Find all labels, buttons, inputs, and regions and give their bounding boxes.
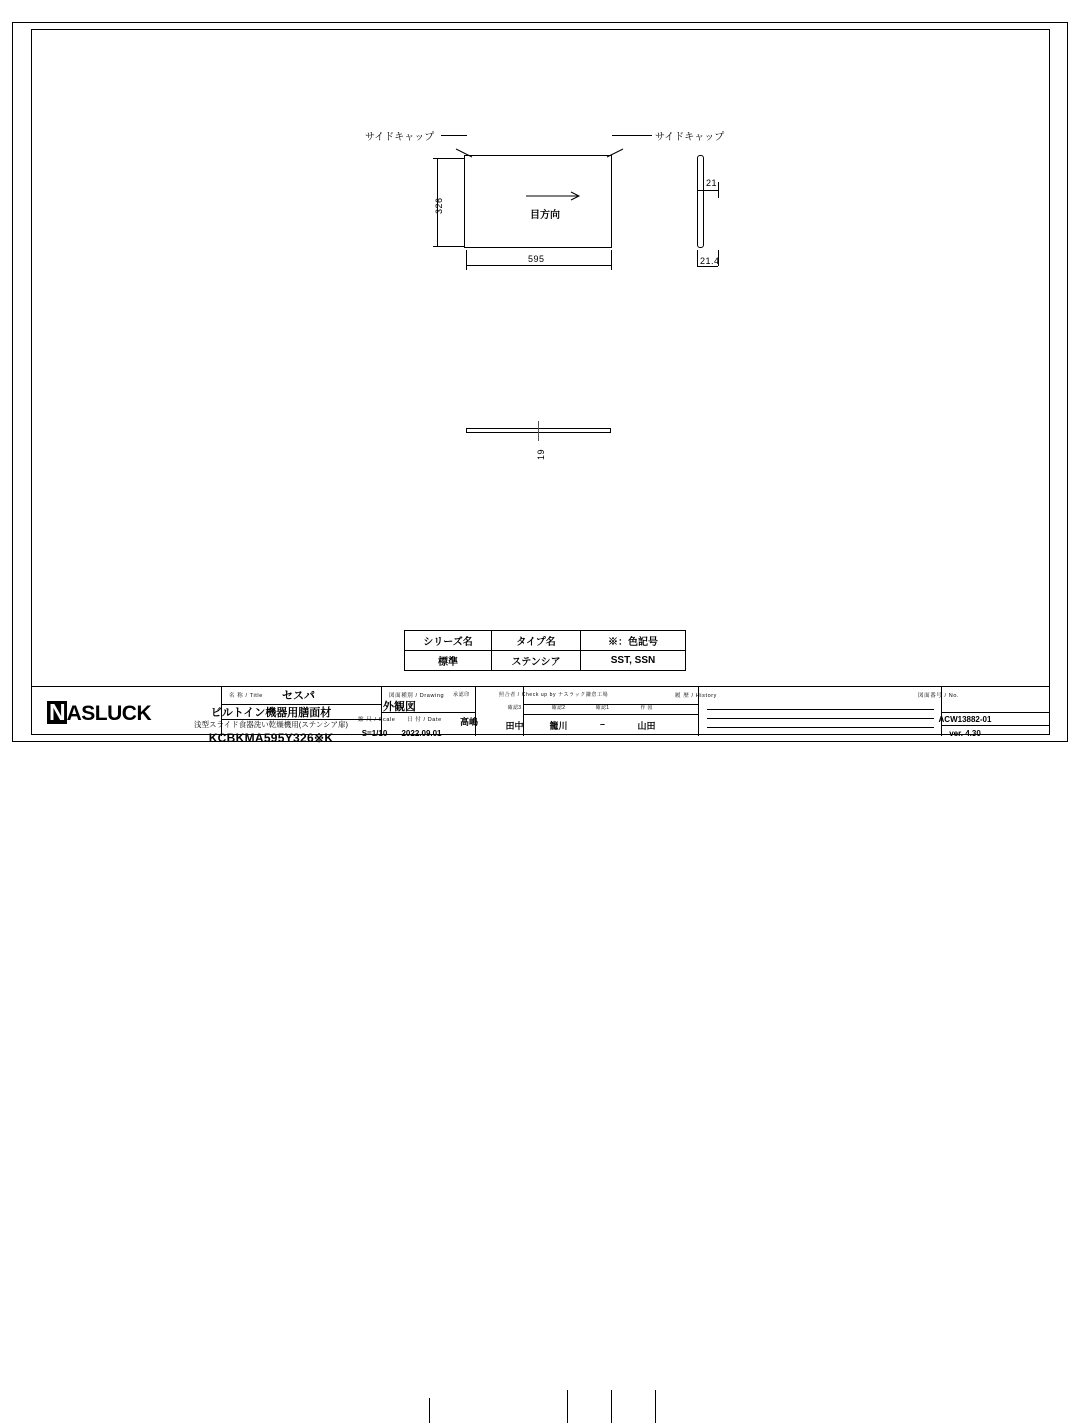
tb-scale-date-divider — [429, 1398, 430, 1423]
tb-check-col-3 — [655, 1390, 656, 1423]
tb-date-value: 2022.09.01 — [401, 729, 442, 738]
tb-check-col-1 — [567, 1390, 568, 1423]
tb-cell-history — [699, 687, 942, 736]
tb-version-value: ver. 4.30 — [949, 729, 981, 738]
spec-header-series: シリーズ名 — [405, 631, 492, 651]
dim-width-value: 595 — [528, 254, 545, 264]
dim-width-ext-right — [611, 250, 612, 270]
tb-title-main: ビルトイン機器用膳面材 — [210, 707, 332, 719]
dim-width-line — [466, 265, 611, 266]
tb-history-line-3 — [707, 727, 934, 728]
dim-height-ext-bottom — [433, 246, 465, 247]
brand-logo — [47, 700, 151, 726]
dim-overall-value: 21.4 — [700, 256, 720, 266]
tb-check-col-label-0: 作 図 — [640, 705, 653, 711]
dim-section-value: 19 — [536, 448, 546, 460]
tb-history-line-1 — [707, 709, 934, 710]
tb-check-value-0: 山田 — [637, 721, 656, 731]
callout-right-leader — [612, 135, 652, 136]
tb-label-number: 図面番号 / No. — [918, 693, 960, 699]
tb-history-line-2 — [707, 718, 934, 719]
tb-scale-value: S=1/10 — [361, 729, 388, 738]
spec-header-color: ※：色記号 — [581, 631, 686, 651]
tb-number-divider-2 — [942, 725, 1050, 726]
spec-value-type: ステンシア — [492, 651, 581, 671]
brand-logo-initial: N — [49, 699, 65, 725]
tb-label-title: 名 称 / Title — [229, 693, 263, 699]
dim-thickness-ext-right — [718, 182, 719, 198]
tb-check-divider-2 — [524, 714, 699, 715]
tb-check-value-3: 田中 — [505, 721, 524, 731]
spec-header-type: タイプ名 — [492, 631, 581, 651]
tb-title-code: KCBKMA595Y326※K — [208, 731, 334, 745]
tb-check-value-1: – — [599, 719, 605, 729]
panel-side-view — [697, 155, 704, 248]
dim-height-ext-top — [433, 158, 465, 159]
tb-drawing-type: 外観図 — [383, 701, 416, 713]
dim-thickness-ext-left — [697, 182, 698, 198]
tb-check-col-label-2: 確認2 — [551, 705, 566, 711]
tb-title-sub: 浅型スライド食器洗い乾燥機用(ステンシア扉) — [194, 720, 349, 729]
tb-check-col-label-3: 確認3 — [507, 705, 522, 711]
dim-width-ext-left — [466, 250, 467, 270]
callout-right-label: サイドキャップ — [655, 132, 725, 143]
tb-label-scale: 縮 尺 / Scale — [358, 717, 396, 723]
tb-check-col-2 — [611, 1390, 612, 1423]
dim-thickness-value: 21 — [706, 178, 718, 188]
callout-left-label: サイドキャップ — [365, 132, 435, 143]
tb-number-divider — [942, 712, 1050, 713]
spec-table — [404, 630, 686, 671]
side-cap-right-shape — [598, 148, 624, 168]
tb-check-value-2: 籠川 — [549, 721, 568, 731]
tb-label-history: 履 歴 / History — [675, 693, 718, 699]
tb-label-check: 照合者 / Check up by ナスラック鎌倉工場 — [499, 692, 609, 698]
tb-approver-value: 高嶋 — [459, 717, 478, 727]
dim-overall-ext-left — [697, 250, 698, 266]
dim-thickness-line — [697, 190, 718, 191]
tb-label-drawing: 図面種別 / Drawing — [389, 693, 445, 699]
brand-logo-rest: ASLUCK — [66, 702, 152, 725]
grain-direction-arrow — [524, 190, 582, 202]
tb-label-approver: 承認印 — [453, 692, 470, 698]
spec-value-color: SST, SSN — [581, 651, 686, 671]
grain-direction-label: 目方向 — [530, 210, 560, 221]
tb-title-series: セスパ — [282, 690, 315, 702]
callout-left-leader — [441, 135, 467, 136]
spec-table-row — [405, 651, 686, 671]
spec-value-series: 標準 — [405, 651, 492, 671]
dim-height-value: 326 — [434, 197, 444, 214]
tb-number-value: ACW13882-01 — [938, 715, 992, 724]
tb-check-col-label-1: 確認1 — [595, 705, 610, 711]
tb-label-date: 日 付 / Date — [407, 717, 442, 723]
spec-table-header-row — [405, 631, 686, 651]
dim-overall-line — [697, 266, 718, 267]
section-centerline — [538, 421, 539, 441]
